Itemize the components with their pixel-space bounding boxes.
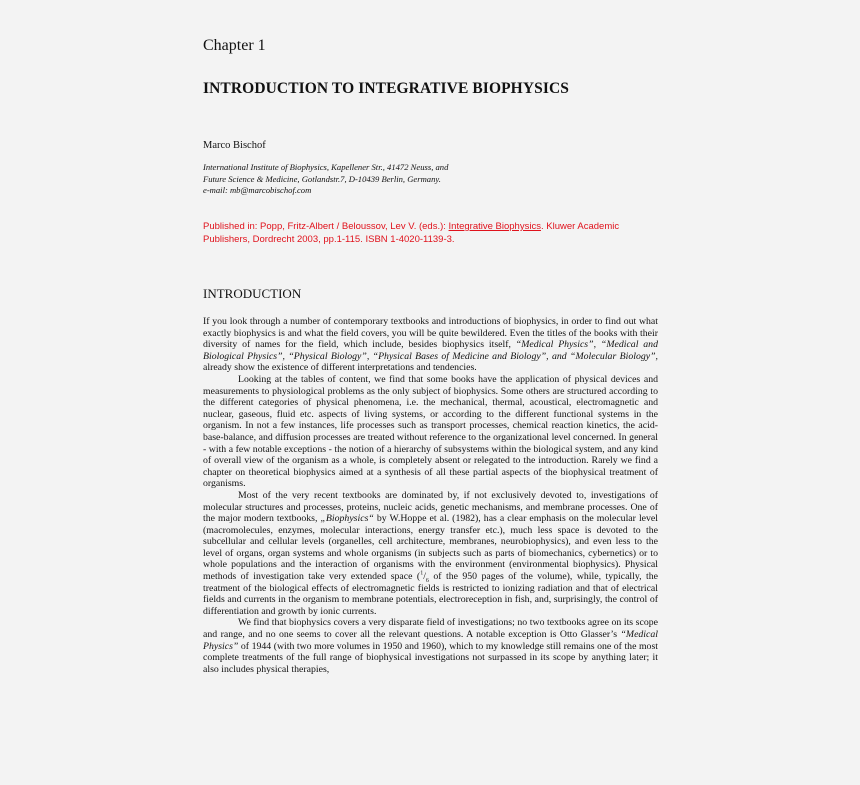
publication-link[interactable]: Integrative Biophysics xyxy=(448,221,541,232)
paragraph-4-text-a: We find that biophysics covers a very disparate field of investigations; no two textbooks agree on its scope and range, and no one seems to cover all the relevant questions. A notable exception is Otto Glasser’s xyxy=(203,617,658,641)
paragraph-3-text-b: by W.Hoppe et al. (1982), has a clear emphasis on the molecular level (macromolecules, enzymes, molecular interactions, energy transfer etc.), much less space is devoted to the subcellular and cellular levels (organelles, cell architecture, membranes, neurobiophysics), and even less to the level of organs, organ systems and whole organisms (in subjects such as parts of biomechanics, cybernetics) or to whole populations and the interaction of organisms with the environment (environmental biophysics). Physical methods of investigation take very extended space ( xyxy=(203,513,658,583)
paragraph-1 xyxy=(203,316,658,374)
paragraph-2: Looking at the tables of content, we find that some books have the application of physical devices and measurements to physiological problems as the only subject of biophysics. Some others are structured according to the different categories of physical phenomena, i.e. the mechanical, thermal, acoustical, electromagnetic and nuclear, gaseous, fluid etc. aspects of living systems, or according to the different functional systems in the organism. In not a few instances, life processes such as transport processes, chemical reaction kinetics, the acid-base-balance, and diffusion processes are treated without reference to the organizational level concerned. In general - with a few notable exceptions - the notion of a hierarchy of subsystems within the biological system, and any kind of overall view of the organism as a whole, is completely absent or relegated to the introduction. Rarely we find a chapter on theoretical biophysics aimed at a synthesis of all these partial aspects of the biophysical treatment of organisms. xyxy=(203,373,658,490)
paragraph-4-text-b: of 1944 (with two more volumes in 1950 and 1960), which to my knowledge still remains one of the most complete treatments of the full range of biophysical investigations not surpassed in its scope by anything later; it also includes physical therapies, xyxy=(203,640,658,675)
author-name: Marco Bischof xyxy=(203,140,266,151)
affiliation-line-1: International Institute of Biophysics, Kapellener Str., 41472 Neuss, and xyxy=(203,162,449,172)
publication-note xyxy=(203,221,658,246)
chapter-label: Chapter 1 xyxy=(203,37,266,54)
paragraph-3-text-c: of the 950 pages of the volume), while, typically, the treatment of the biological effects of electromagnetic fields is restricted to ionizing radiation and that of electrical fields and currents in the organism to membrane potentials, electroreception in fish, and, surprisingly, the control of differentiation and growth by ionic currents. xyxy=(203,571,658,617)
fraction-denominator: 6 xyxy=(425,578,429,585)
paragraph-3: Most of the very recent textbooks are dominated by, if not exclusively devoted to, investigations of molecular structures and processes, proteins, nucleic acids, genetic mechanisms, and membrane processes. One of the major modern textbooks, „Biophysics“ by W.Hoppe et al. (1982), has a clear emphasis on the molecular level (macromolecules, enzymes, molecular interactions, energy transfer etc.), much less space is devoted to the subcellular and cellular levels (organelles, cell architecture, membranes, neurobiophysics), and even less to the level of organs, organ systems and whole organisms (in subjects such as parts of biomechanics, cybernetics) or to whole populations and the interaction of organisms with the environment (environmental biophysics). Physical methods of investigation take very extended space ($^1/_6$ of the 950 pages of the volume), while, typically, the treatment of the biological effects of electromagnetic fields is restricted to ionizing radiation and that of electrical fields and currents in the organism to membrane potentials, electroreception in fish, and, surprisingly, the control of differentiation and growth by ionic currents. xyxy=(203,489,658,617)
fraction-numerator: 1 xyxy=(420,570,424,577)
paragraph-1-book-titles: “Medical Physics”, “Medical and Biological Physics”, “Physical Biology”, “Physical Bases of Medicine and Biology”, and “Molecular Biology”, xyxy=(203,339,658,362)
chapter-title: INTRODUCTION TO INTEGRATIVE BIOPHYSICS xyxy=(203,80,569,97)
author-affiliation xyxy=(203,162,448,197)
publication-prefix: Published in: Popp, Fritz-Albert / Beloussov, Lev V. (eds.): xyxy=(203,221,449,232)
paragraph-3-text-a: Most of the very recent textbooks are dominated by, if not exclusively devoted to, investigations of molecular structures and processes, proteins, nucleic acids, genetic mechanisms, and membrane processes. One of the major modern textbooks, xyxy=(203,489,658,525)
affiliation-line-2: Future Science & Medicine, Gotlandstr.7, D-10439 Berlin, Germany. xyxy=(203,173,441,184)
paragraph-3-book-title: „Biophysics“ xyxy=(320,513,374,525)
paragraph-1-text-a: If you look through a number of contemporary textbooks and introductions of biophysics, in order to find out what exactly biophysics is and what the field covers, you will be quite bewildered. Even the titles of the books with their diversity of names for the field, which include, besides biophysics itself, xyxy=(203,316,658,351)
paragraph-4 xyxy=(203,617,658,675)
author-email: e-mail: mb@marcobischof.com xyxy=(203,185,312,195)
section-heading: INTRODUCTION xyxy=(203,286,302,301)
paragraph-1-text-b: already show the existence of different interpretations and tendencies. xyxy=(203,362,477,374)
publication-suffix: . Kluwer Academic Publishers, Dordrecht 2003, pp.1-115. ISBN 1-4020-1139-3. xyxy=(203,221,620,245)
paragraph-4-book-title: “Medical Physics” xyxy=(203,629,658,652)
body-text xyxy=(203,316,658,675)
